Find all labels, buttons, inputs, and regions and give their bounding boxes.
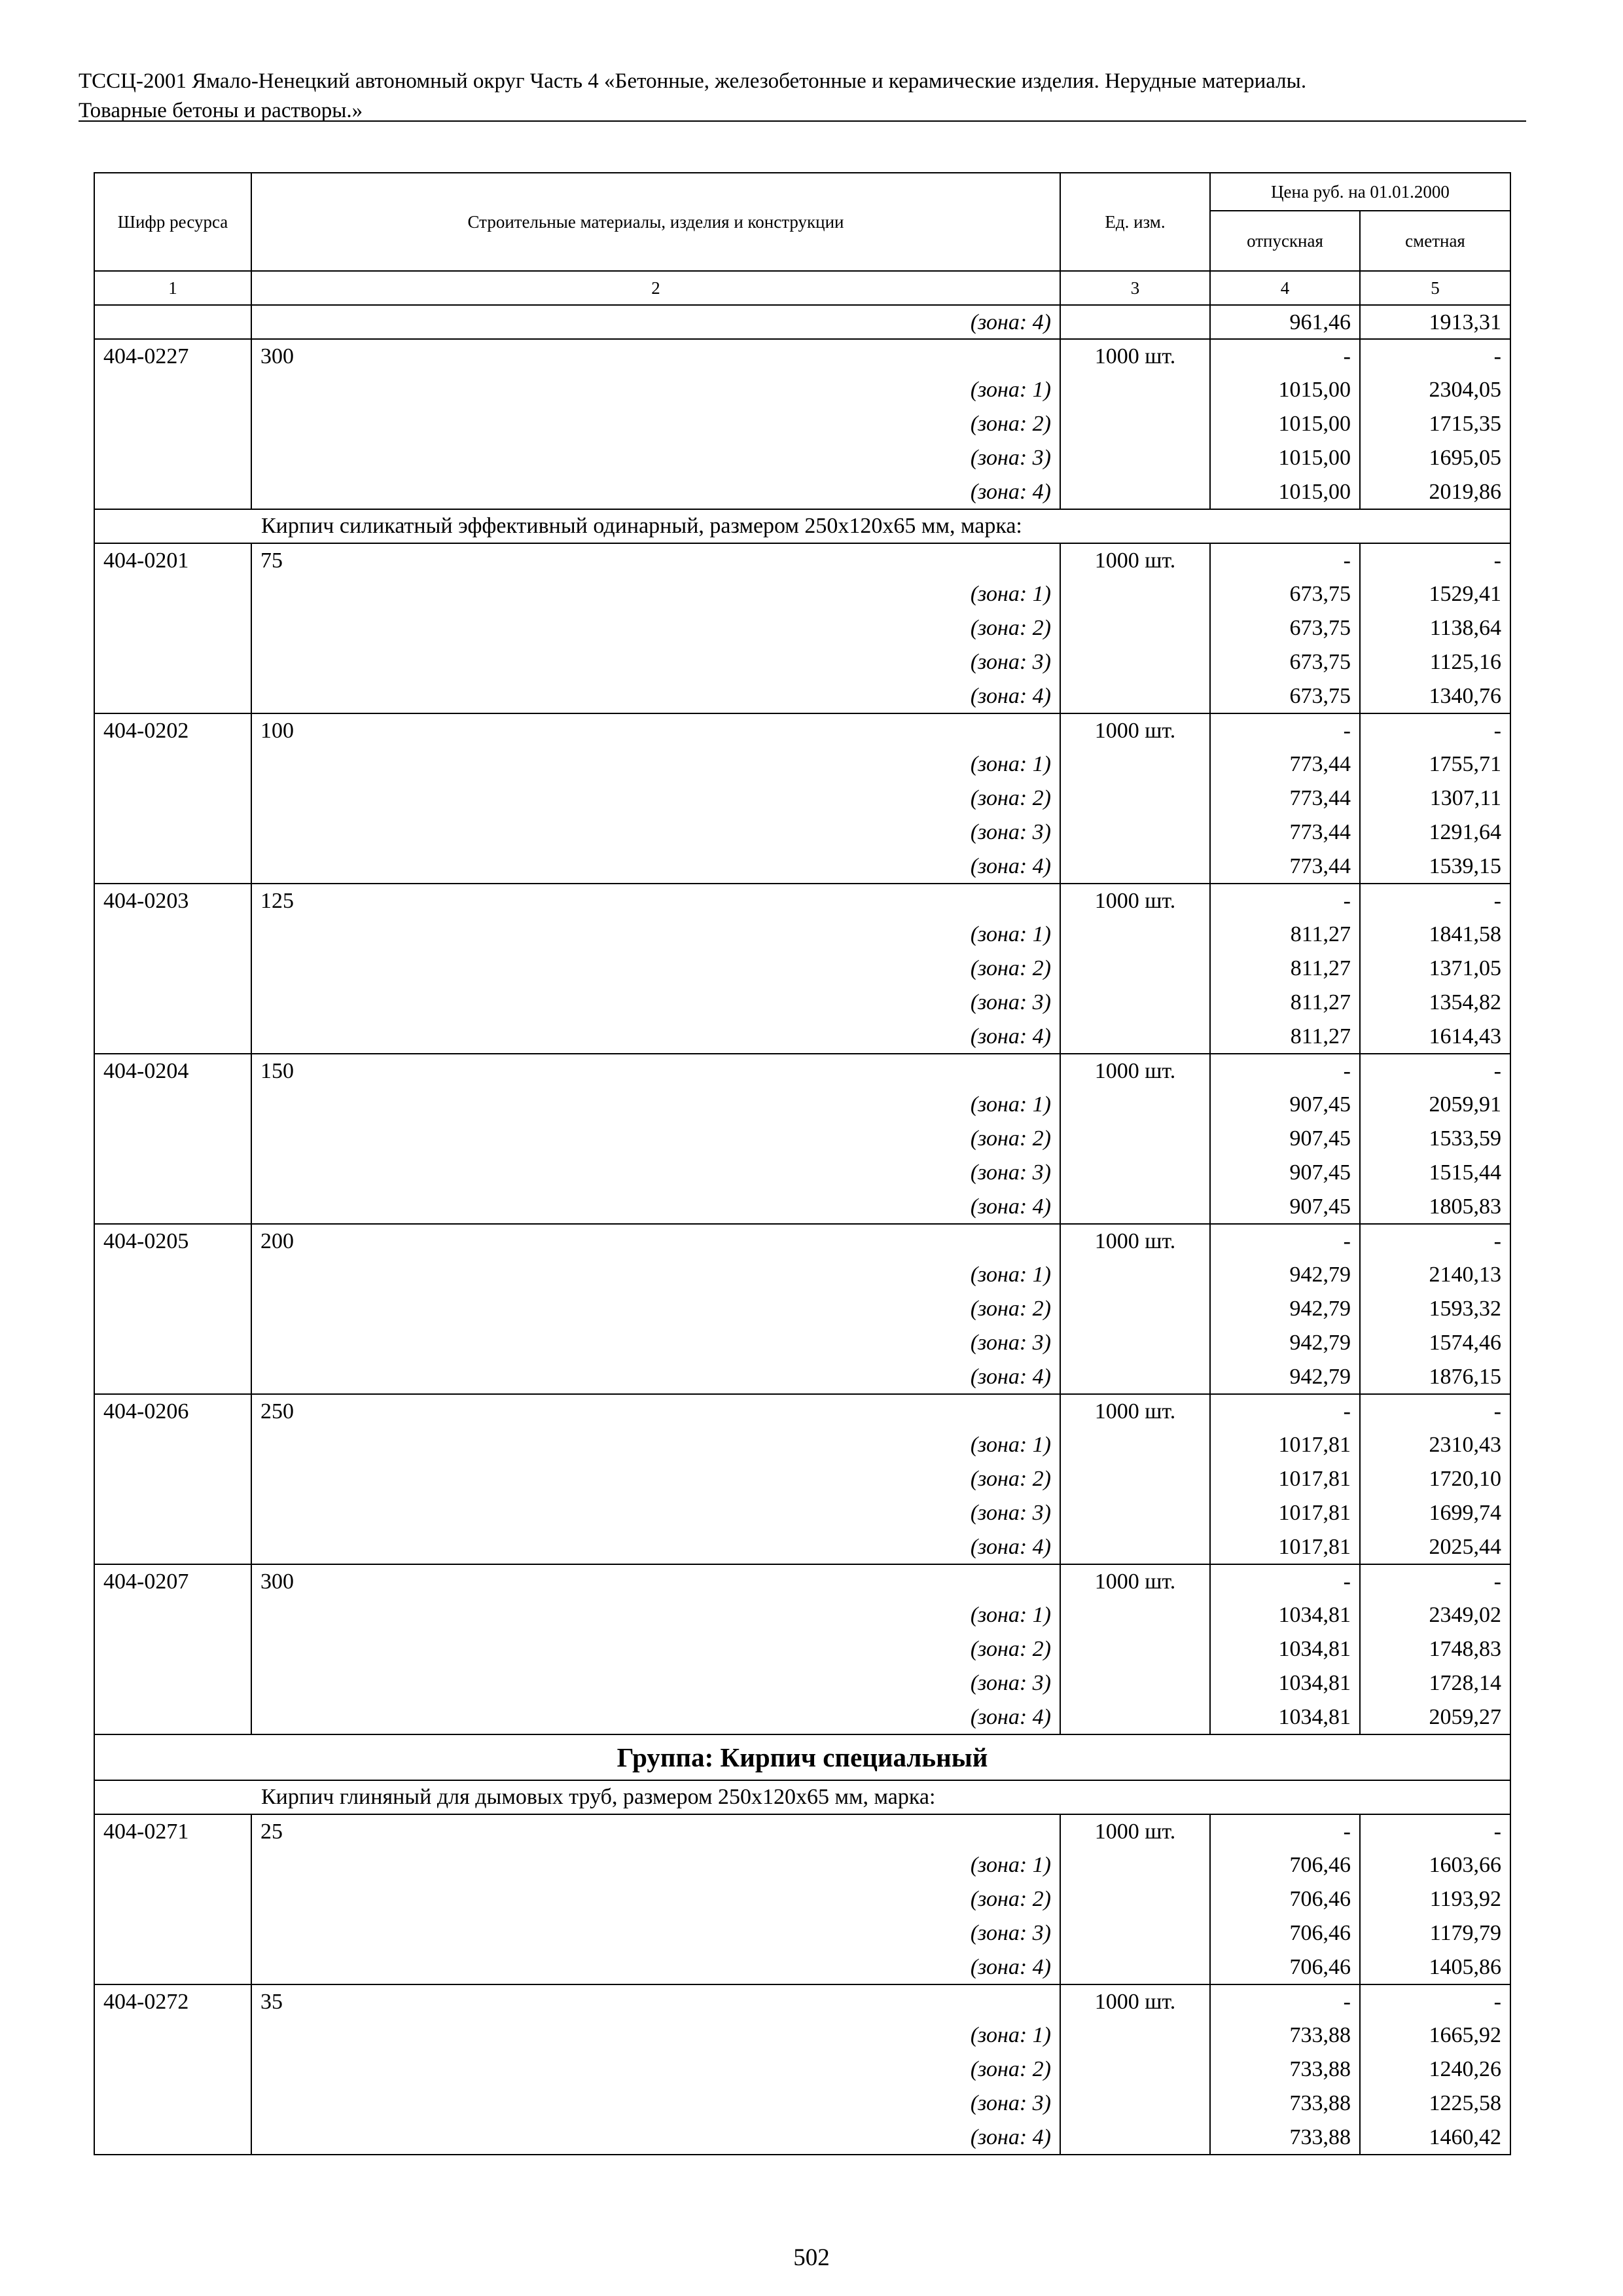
zone-label: (зона: 3) xyxy=(251,1156,1060,1190)
estimate-price: 1371,05 xyxy=(1360,952,1510,986)
zone-label: (зона: 1) xyxy=(251,1088,1060,1122)
material-name: 100 xyxy=(251,713,1060,747)
wholesale-price: 1017,81 xyxy=(1210,1530,1360,1564)
wholesale-price: - xyxy=(1210,713,1360,747)
wholesale-price: 1017,81 xyxy=(1210,1462,1360,1496)
table-row-zone xyxy=(94,1190,1510,1224)
table-row-zone xyxy=(94,645,1510,679)
estimate-price: 1876,15 xyxy=(1360,1360,1510,1394)
group-title: Группа: Кирпич специальный xyxy=(94,1734,1510,1780)
col-head-name: Строительные материалы, изделия и конструкции xyxy=(251,173,1060,271)
table-row-zone xyxy=(94,816,1510,850)
table-head xyxy=(94,173,1510,305)
zone-label: (зона: 4) xyxy=(251,1950,1060,1984)
wholesale-price: 942,79 xyxy=(1210,1360,1360,1394)
estimate-price: - xyxy=(1360,1224,1510,1258)
table-body xyxy=(94,305,1510,2155)
estimate-price: 2304,05 xyxy=(1360,373,1510,407)
material-name: 75 xyxy=(251,543,1060,577)
table-row-zone xyxy=(94,407,1510,441)
zone-label: (зона: 3) xyxy=(251,441,1060,475)
wholesale-price: 773,44 xyxy=(1210,816,1360,850)
estimate-price: 1699,74 xyxy=(1360,1496,1510,1530)
zone-label: (зона: 4) xyxy=(251,1190,1060,1224)
wholesale-price: 1015,00 xyxy=(1210,475,1360,509)
zone-label: (зона: 3) xyxy=(251,2087,1060,2121)
zone-label: (зона: 1) xyxy=(251,1598,1060,1632)
table-row-zone xyxy=(94,373,1510,407)
zone-label: (зона: 1) xyxy=(251,577,1060,611)
estimate-price: 2019,86 xyxy=(1360,475,1510,509)
wholesale-price: 811,27 xyxy=(1210,952,1360,986)
zone-label: (зона: 4) xyxy=(251,2121,1060,2155)
table-row-item xyxy=(94,1564,1510,1598)
wholesale-price: 942,79 xyxy=(1210,1326,1360,1360)
table-row-zone xyxy=(94,1530,1510,1564)
zone-label: (зона: 4) xyxy=(251,305,1060,339)
wholesale-price: - xyxy=(1210,543,1360,577)
col-head-wholesale: отпускная xyxy=(1210,211,1360,271)
estimate-price: 2025,44 xyxy=(1360,1530,1510,1564)
zone-label: (зона: 3) xyxy=(251,816,1060,850)
wholesale-price: - xyxy=(1210,1564,1360,1598)
header-line-1: ТССЦ-2001 Ямало-Ненецкий автономный округ Часть 4 «Бетонные, железобетонные и керамические изделия. Нерудные материалы. xyxy=(79,69,1307,93)
table-row-zone xyxy=(94,679,1510,713)
wholesale-price: 773,44 xyxy=(1210,747,1360,781)
table-row-zone xyxy=(94,1848,1510,1882)
unit: 1000 шт. xyxy=(1060,1984,1210,2018)
table-row-zone xyxy=(94,1462,1510,1496)
estimate-price: 1603,66 xyxy=(1360,1848,1510,1882)
table-row-item xyxy=(94,339,1510,373)
estimate-price: 1138,64 xyxy=(1360,611,1510,645)
price-table xyxy=(94,172,1511,2155)
col-number: 3 xyxy=(1060,271,1210,305)
estimate-price: - xyxy=(1360,884,1510,918)
table-row-zone xyxy=(94,1632,1510,1666)
table-row-zone xyxy=(94,1326,1510,1360)
estimate-price: 1533,59 xyxy=(1360,1122,1510,1156)
estimate-price: 2059,27 xyxy=(1360,1700,1510,1734)
estimate-price: - xyxy=(1360,339,1510,373)
zone-label: (зона: 2) xyxy=(251,2053,1060,2087)
estimate-price: 1307,11 xyxy=(1360,781,1510,816)
zone-label: (зона: 3) xyxy=(251,1666,1060,1700)
estimate-price: 1225,58 xyxy=(1360,2087,1510,2121)
table-row-zone xyxy=(94,747,1510,781)
material-name: 150 xyxy=(251,1054,1060,1088)
estimate-price: 1841,58 xyxy=(1360,918,1510,952)
resource-code: 404-0205 xyxy=(94,1224,251,1258)
table-row-group xyxy=(94,1734,1510,1780)
wholesale-price: - xyxy=(1210,1814,1360,1848)
page-number: 502 xyxy=(793,2244,830,2271)
table-row-zone xyxy=(94,1020,1510,1054)
zone-label: (зона: 4) xyxy=(251,475,1060,509)
wholesale-price: 706,46 xyxy=(1210,1882,1360,1916)
zone-label: (зона: 2) xyxy=(251,1632,1060,1666)
estimate-price: 1715,35 xyxy=(1360,407,1510,441)
material-name: 300 xyxy=(251,1564,1060,1598)
unit: 1000 шт. xyxy=(1060,1054,1210,1088)
wholesale-price: 1034,81 xyxy=(1210,1700,1360,1734)
estimate-price: - xyxy=(1360,543,1510,577)
table-row-zone xyxy=(94,1088,1510,1122)
subheader-text: Кирпич силикатный эффективный одинарный, размером 250х120х65 мм, марка: xyxy=(94,509,1510,543)
table-row-zone xyxy=(94,1122,1510,1156)
estimate-price: 2349,02 xyxy=(1360,1598,1510,1632)
zone-label: (зона: 2) xyxy=(251,781,1060,816)
wholesale-price: 961,46 xyxy=(1210,305,1360,339)
zone-label: (зона: 4) xyxy=(251,1530,1060,1564)
table-row-zone xyxy=(94,1428,1510,1462)
wholesale-price: 773,44 xyxy=(1210,781,1360,816)
resource-code: 404-0202 xyxy=(94,713,251,747)
unit: 1000 шт. xyxy=(1060,1814,1210,1848)
wholesale-price: 1017,81 xyxy=(1210,1496,1360,1530)
zone-label: (зона: 3) xyxy=(251,1916,1060,1950)
table-row-zone xyxy=(94,1292,1510,1326)
table-row-subheader xyxy=(94,509,1510,543)
wholesale-price: 811,27 xyxy=(1210,1020,1360,1054)
table-row-zone xyxy=(94,1598,1510,1632)
table-row-zone xyxy=(94,1496,1510,1530)
estimate-price: - xyxy=(1360,1054,1510,1088)
zone-label: (зона: 4) xyxy=(251,1360,1060,1394)
wholesale-price: 811,27 xyxy=(1210,986,1360,1020)
wholesale-price: 706,46 xyxy=(1210,1950,1360,1984)
estimate-price: - xyxy=(1360,1394,1510,1428)
wholesale-price: 733,88 xyxy=(1210,2121,1360,2155)
wholesale-price: 1015,00 xyxy=(1210,407,1360,441)
table-row-item xyxy=(94,1814,1510,1848)
zone-label: (зона: 3) xyxy=(251,1496,1060,1530)
wholesale-price: 942,79 xyxy=(1210,1292,1360,1326)
wholesale-price: 673,75 xyxy=(1210,645,1360,679)
estimate-price: - xyxy=(1360,1984,1510,2018)
estimate-price: 1748,83 xyxy=(1360,1632,1510,1666)
wholesale-price: 1034,81 xyxy=(1210,1632,1360,1666)
wholesale-price: 733,88 xyxy=(1210,2018,1360,2053)
table-row-zone xyxy=(94,1950,1510,1984)
header-rule xyxy=(79,120,1526,122)
resource-code: 404-0201 xyxy=(94,543,251,577)
zone-label: (зона: 2) xyxy=(251,1882,1060,1916)
wholesale-price: 1034,81 xyxy=(1210,1666,1360,1700)
resource-code: 404-0203 xyxy=(94,884,251,918)
zone-label: (зона: 2) xyxy=(251,1462,1060,1496)
table-row-zone xyxy=(94,781,1510,816)
estimate-price: 1539,15 xyxy=(1360,850,1510,884)
table-row-zone xyxy=(94,1666,1510,1700)
wholesale-price: 706,46 xyxy=(1210,1916,1360,1950)
unit: 1000 шт. xyxy=(1060,884,1210,918)
table-row-zone xyxy=(94,1916,1510,1950)
wholesale-price: - xyxy=(1210,339,1360,373)
zone-label: (зона: 2) xyxy=(251,1122,1060,1156)
unit: 1000 шт. xyxy=(1060,1564,1210,1598)
table-row-item xyxy=(94,884,1510,918)
col-head-code: Шифр ресурса xyxy=(94,173,251,271)
table-row-zone xyxy=(94,850,1510,884)
unit: 1000 шт. xyxy=(1060,1224,1210,1258)
unit: 1000 шт. xyxy=(1060,543,1210,577)
table-row-zone xyxy=(94,1156,1510,1190)
material-name: 125 xyxy=(251,884,1060,918)
estimate-price: 1574,46 xyxy=(1360,1326,1510,1360)
estimate-price: 2310,43 xyxy=(1360,1428,1510,1462)
wholesale-price: 733,88 xyxy=(1210,2087,1360,2121)
col-head-unit: Ед. изм. xyxy=(1060,173,1210,271)
resource-code: 404-0206 xyxy=(94,1394,251,1428)
wholesale-price: 733,88 xyxy=(1210,2053,1360,2087)
col-head-estimate: сметная xyxy=(1360,211,1510,271)
table-row-zone xyxy=(94,1882,1510,1916)
wholesale-price: 1034,81 xyxy=(1210,1598,1360,1632)
material-name: 25 xyxy=(251,1814,1060,1848)
table-row-zone xyxy=(94,2018,1510,2053)
material-name: 35 xyxy=(251,1984,1060,2018)
table-row-zone xyxy=(94,611,1510,645)
resource-code: 404-0272 xyxy=(94,1984,251,2018)
col-number: 1 xyxy=(94,271,251,305)
table-row-zone xyxy=(94,2087,1510,2121)
estimate-price: 1728,14 xyxy=(1360,1666,1510,1700)
wholesale-price: 907,45 xyxy=(1210,1156,1360,1190)
wholesale-price: 773,44 xyxy=(1210,850,1360,884)
unit: 1000 шт. xyxy=(1060,713,1210,747)
zone-label: (зона: 2) xyxy=(251,611,1060,645)
table-row-item xyxy=(94,713,1510,747)
table-row-item xyxy=(94,1054,1510,1088)
estimate-price: 1695,05 xyxy=(1360,441,1510,475)
table-row-zone xyxy=(94,475,1510,509)
resource-code: 404-0204 xyxy=(94,1054,251,1088)
header-line-2: Товарные бетоны и растворы.» xyxy=(79,99,363,122)
table-row-zone xyxy=(94,1360,1510,1394)
table-row-carryover xyxy=(94,305,1510,339)
page-header xyxy=(79,67,1526,126)
zone-label: (зона: 2) xyxy=(251,952,1060,986)
wholesale-price: 811,27 xyxy=(1210,918,1360,952)
table-row-zone xyxy=(94,441,1510,475)
resource-code: 404-0227 xyxy=(94,339,251,373)
estimate-price: - xyxy=(1360,1564,1510,1598)
table-row-zone xyxy=(94,2053,1510,2087)
zone-label: (зона: 1) xyxy=(251,373,1060,407)
zone-label: (зона: 2) xyxy=(251,1292,1060,1326)
col-number: 2 xyxy=(251,271,1060,305)
estimate-price: 1805,83 xyxy=(1360,1190,1510,1224)
col-head-price: Цена руб. на 01.01.2000 xyxy=(1210,173,1510,211)
estimate-price: 1340,76 xyxy=(1360,679,1510,713)
zone-label: (зона: 4) xyxy=(251,1020,1060,1054)
table-row-zone xyxy=(94,577,1510,611)
table-row-item xyxy=(94,1224,1510,1258)
estimate-price: 1125,16 xyxy=(1360,645,1510,679)
estimate-price: 1593,32 xyxy=(1360,1292,1510,1326)
zone-label: (зона: 4) xyxy=(251,850,1060,884)
material-name: 300 xyxy=(251,339,1060,373)
estimate-price: 1529,41 xyxy=(1360,577,1510,611)
zone-label: (зона: 1) xyxy=(251,1428,1060,1462)
wholesale-price: 907,45 xyxy=(1210,1122,1360,1156)
estimate-price: 1720,10 xyxy=(1360,1462,1510,1496)
zone-label: (зона: 1) xyxy=(251,918,1060,952)
estimate-price: 1240,26 xyxy=(1360,2053,1510,2087)
material-name: 200 xyxy=(251,1224,1060,1258)
zone-label: (зона: 1) xyxy=(251,1258,1060,1292)
wholesale-price: - xyxy=(1210,1394,1360,1428)
wholesale-price: 907,45 xyxy=(1210,1190,1360,1224)
material-name: 250 xyxy=(251,1394,1060,1428)
table-row-item xyxy=(94,1984,1510,2018)
resource-code: 404-0271 xyxy=(94,1814,251,1848)
estimate-price: 1291,64 xyxy=(1360,816,1510,850)
table-row-zone xyxy=(94,2121,1510,2155)
zone-label: (зона: 1) xyxy=(251,1848,1060,1882)
estimate-price: - xyxy=(1360,713,1510,747)
table-row-zone xyxy=(94,918,1510,952)
estimate-price: 1665,92 xyxy=(1360,2018,1510,2053)
wholesale-price: 673,75 xyxy=(1210,611,1360,645)
zone-label: (зона: 1) xyxy=(251,747,1060,781)
estimate-price: 2140,13 xyxy=(1360,1258,1510,1292)
table-row-zone xyxy=(94,986,1510,1020)
zone-label: (зона: 3) xyxy=(251,645,1060,679)
wholesale-price: 706,46 xyxy=(1210,1848,1360,1882)
estimate-price: 1354,82 xyxy=(1360,986,1510,1020)
estimate-price: 2059,91 xyxy=(1360,1088,1510,1122)
zone-label: (зона: 4) xyxy=(251,679,1060,713)
estimate-price: 1913,31 xyxy=(1360,305,1510,339)
estimate-price: - xyxy=(1360,1814,1510,1848)
zone-label: (зона: 3) xyxy=(251,1326,1060,1360)
wholesale-price: 673,75 xyxy=(1210,679,1360,713)
wholesale-price: 1015,00 xyxy=(1210,441,1360,475)
table-row-subheader xyxy=(94,1780,1510,1814)
zone-label: (зона: 2) xyxy=(251,407,1060,441)
wholesale-price: 673,75 xyxy=(1210,577,1360,611)
table-row-zone xyxy=(94,952,1510,986)
wholesale-price: 1017,81 xyxy=(1210,1428,1360,1462)
wholesale-price: - xyxy=(1210,884,1360,918)
estimate-price: 1614,43 xyxy=(1360,1020,1510,1054)
estimate-price: 1405,86 xyxy=(1360,1950,1510,1984)
subheader-text: Кирпич глиняный для дымовых труб, размером 250х120х65 мм, марка: xyxy=(94,1780,1510,1814)
col-number: 5 xyxy=(1360,271,1510,305)
unit: 1000 шт. xyxy=(1060,339,1210,373)
wholesale-price: 907,45 xyxy=(1210,1088,1360,1122)
wholesale-price: - xyxy=(1210,1054,1360,1088)
table-row-zone xyxy=(94,1258,1510,1292)
table-row-item xyxy=(94,1394,1510,1428)
resource-code: 404-0207 xyxy=(94,1564,251,1598)
wholesale-price: 942,79 xyxy=(1210,1258,1360,1292)
zone-label: (зона: 4) xyxy=(251,1700,1060,1734)
estimate-price: 1179,79 xyxy=(1360,1916,1510,1950)
wholesale-price: - xyxy=(1210,1224,1360,1258)
estimate-price: 1755,71 xyxy=(1360,747,1510,781)
zone-label: (зона: 3) xyxy=(251,986,1060,1020)
col-number: 4 xyxy=(1210,271,1360,305)
estimate-price: 1515,44 xyxy=(1360,1156,1510,1190)
estimate-price: 1193,92 xyxy=(1360,1882,1510,1916)
estimate-price: 1460,42 xyxy=(1360,2121,1510,2155)
unit: 1000 шт. xyxy=(1060,1394,1210,1428)
zone-label: (зона: 1) xyxy=(251,2018,1060,2053)
wholesale-price: 1015,00 xyxy=(1210,373,1360,407)
wholesale-price: - xyxy=(1210,1984,1360,2018)
table-row-item xyxy=(94,543,1510,577)
table-row-zone xyxy=(94,1700,1510,1734)
